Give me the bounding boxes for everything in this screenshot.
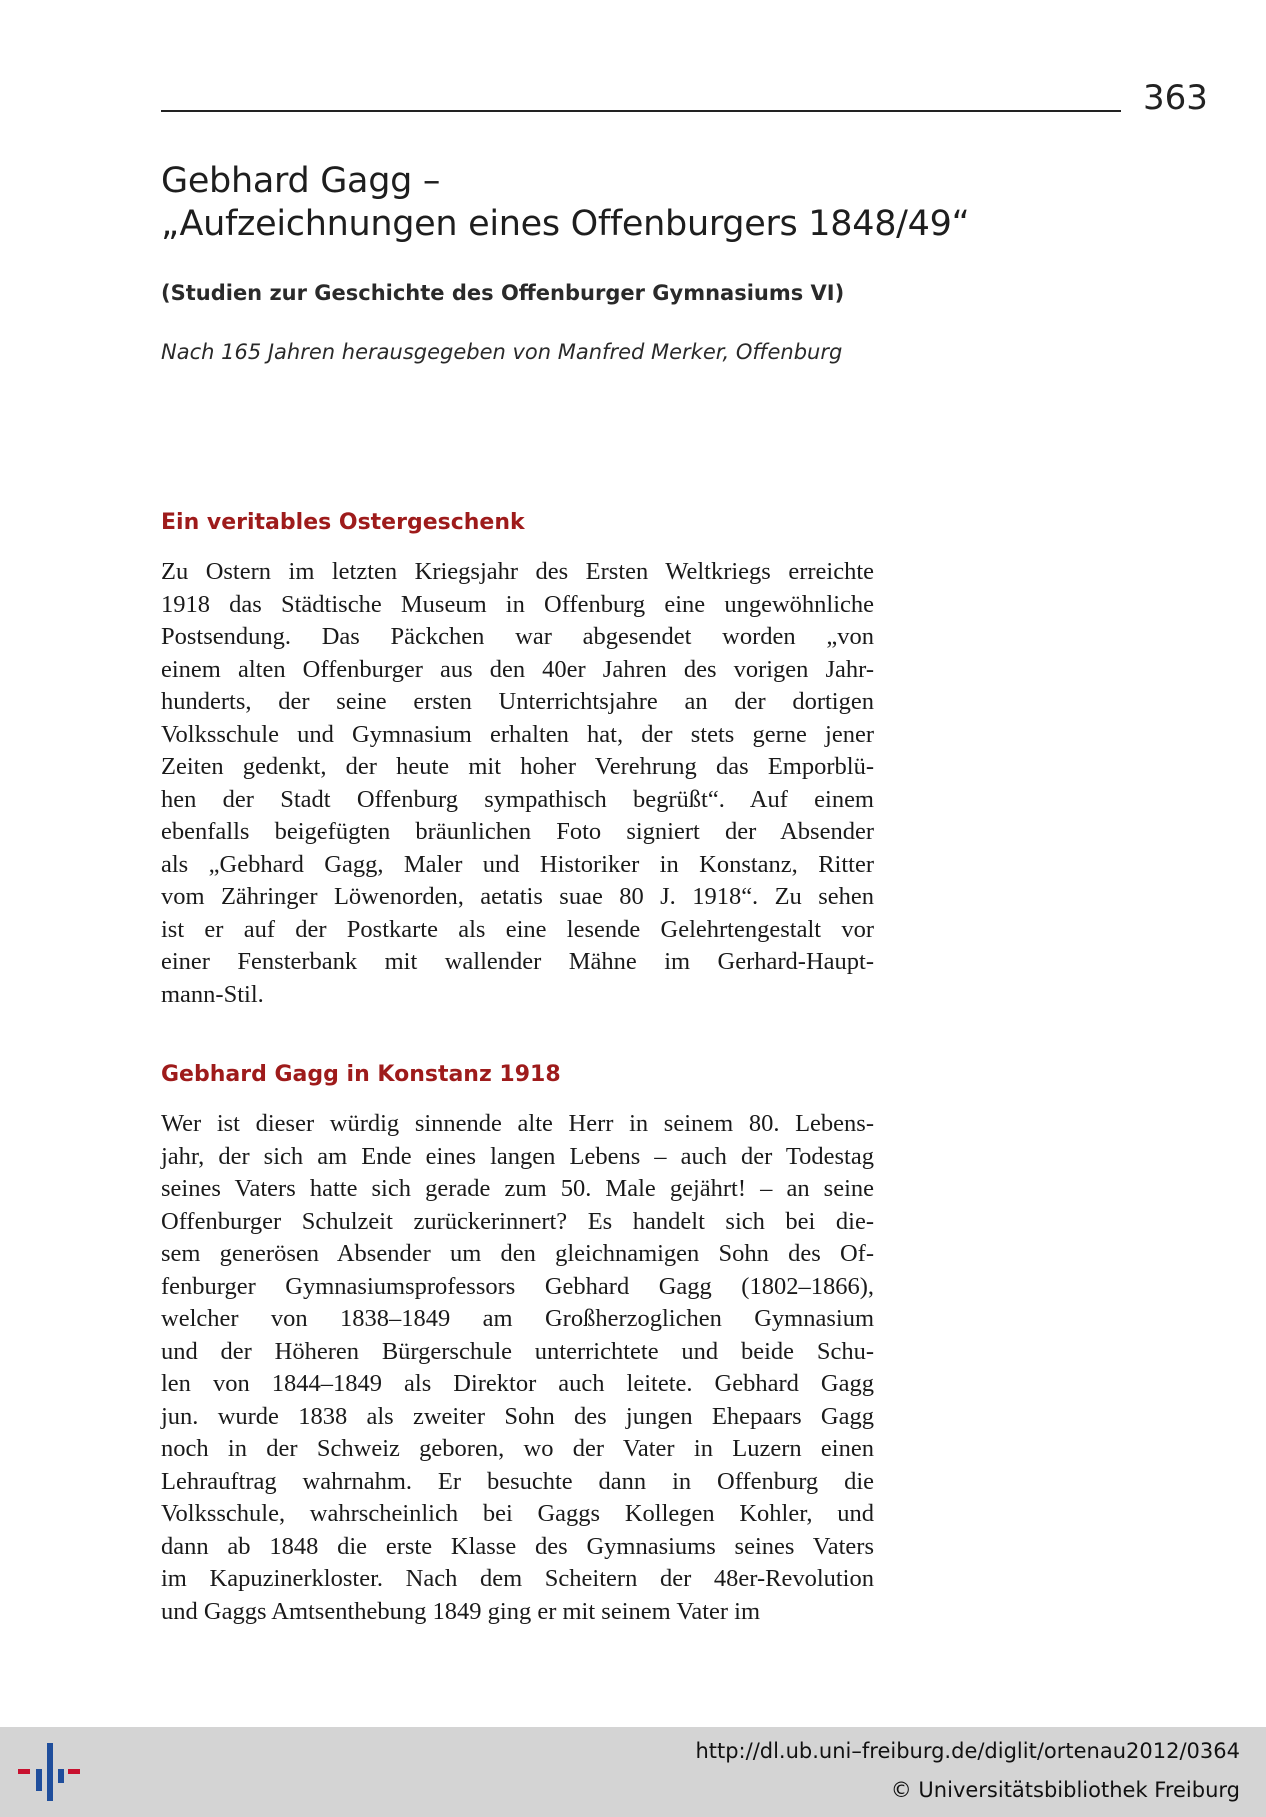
section-heading: Gebhard Gagg in Konstanz 1918 [161,1062,561,1087]
page-number: 363 [1143,78,1208,118]
text-line: und Gaggs Amtsenthebung 1849 ging er mit seinem Vater im [161,1597,761,1625]
text-line: seines Vaters hatte sich gerade zum 50. Male gejährt! – an seine [161,1175,874,1202]
text-line: sem generösen Absender um den gleichnamigen Sohn des Of- [161,1240,874,1267]
text-line: Volksschule, wahrscheinlich bei Gaggs Kollegen Kohler, und [161,1500,874,1527]
text-line: Postsendung. Das Päckchen war abgesendet worden „von [161,623,874,650]
text-line: jahr, der sich am Ende eines langen Lebens – auch der Todestag [161,1142,874,1170]
text-line: Zeiten gedenkt, der heute mit hoher Verehrung das Emporblü- [161,753,874,780]
section-paragraph [161,1108,874,1628]
text-line: welcher von 1838–1849 am Großherzoglichen Gymnasium [161,1305,874,1332]
text-line: ebenfalls beigefügten bräunlichen Foto signiert der Absender [161,818,874,845]
text-line: Lehrauftrag wahrnahm. Er besuchte dann in Offenburg die [161,1467,874,1495]
footer-copyright: © Universitätsbibliothek Freiburg [890,1778,1240,1802]
text-line: noch in der Schweiz geboren, wo der Vater in Luzern einen [161,1435,874,1462]
footer-url[interactable]: http://dl.ub.uni–freiburg.de/diglit/ortenau2012/0364 [695,1739,1240,1763]
text-line: len von 1844–1849 als Direktor auch leitete. Gebhard Gagg [161,1370,874,1397]
text-line: 1918 das Städtische Museum in Offenburg eine ungewöhnliche [161,590,874,618]
article-title [161,160,1161,246]
text-line: einem alten Offenburger aus den 40er Jahren des vorigen Jahr- [161,655,874,683]
header-rule [161,110,1121,112]
text-line: jun. wurde 1838 als zweiter Sohn des jungen Ehepaars Gagg [161,1402,874,1430]
text-line: Zu Ostern im letzten Kriegsjahr des Ersten Weltkriegs erreichte [161,558,874,585]
text-line: vom Zähringer Löwenorden, aetatis suae 80 J. 1918“. Zu sehen [161,883,874,910]
text-line: Volksschule und Gymnasium erhalten hat, der stets gerne jener [161,720,874,748]
section-paragraph [161,556,874,1011]
article-subtitle: (Studien zur Geschichte des Offenburger Gymnasiums VI) [161,281,845,305]
text-line: Wer ist dieser würdig sinnende alte Herr in seinem 80. Lebens- [161,1110,874,1137]
text-line: dann ab 1848 die erste Klasse des Gymnasiums seines Vaters [161,1532,874,1560]
text-line: als „Gebhard Gagg, Maler und Historiker in Konstanz, Ritter [161,850,874,878]
section-heading: Ein veritables Ostergeschenk [161,510,525,535]
title-line-1: Gebhard Gagg – [161,161,441,201]
text-line: ist er auf der Postkarte als eine lesende Gelehrtengestalt vor [161,915,874,943]
text-line: mann-Stil. [161,980,264,1008]
text-line: Offenburger Schulzeit zurückerinnert? Es handelt sich bei die- [161,1207,874,1235]
editor-line: Nach 165 Jahren herausgegeben von Manfred Merker, Offenburg [161,340,843,364]
text-line: fenburger Gymnasiumsprofessors Gebhard Gagg (1802–1866), [161,1272,874,1300]
title-line-2: „Aufzeichnungen eines Offenburgers 1848/49“ [161,204,970,244]
footer-bar [0,1727,1266,1817]
text-line: und der Höheren Bürgerschule unterrichtete und beide Schu- [161,1337,874,1365]
text-line: im Kapuzinerkloster. Nach dem Scheitern der 48er-Revolution [161,1565,874,1592]
library-logo-icon [14,1739,84,1805]
text-line: einer Fensterbank mit wallender Mähne im Gerhard-Haupt- [161,948,874,975]
text-line: hunderts, der seine ersten Unterrichtsjahre an der dortigen [161,688,874,715]
text-line: hen der Stadt Offenburg sympathisch begrüßt“. Auf einem [161,785,874,813]
